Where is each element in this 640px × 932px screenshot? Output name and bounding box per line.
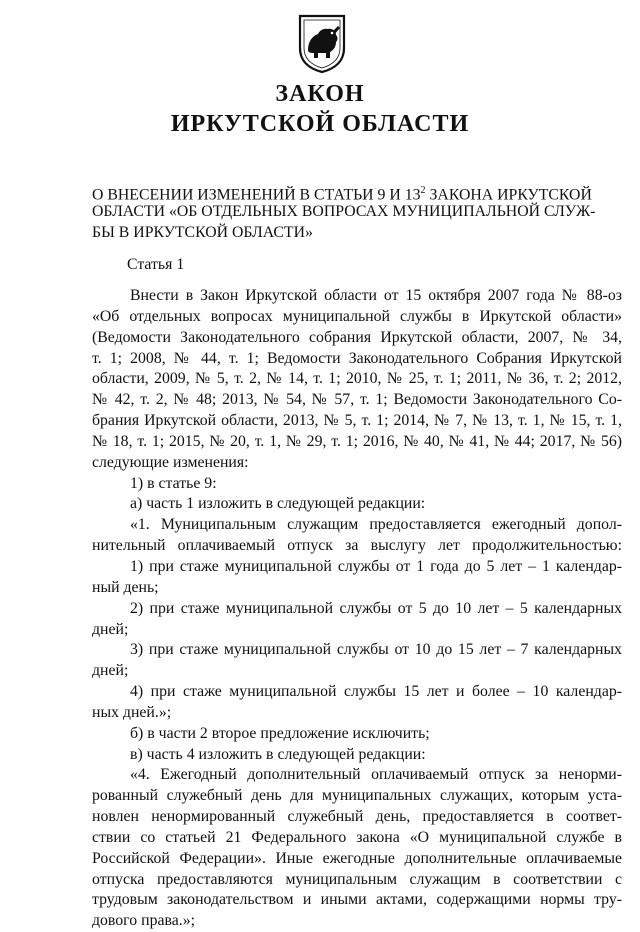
body-line: ных дней.»; (92, 703, 172, 721)
law-region: ИРКУТСКОЙ ОБЛАСТИ (170, 111, 470, 137)
body-line: № 42, т. 2, № 48; 2013, № 54, № 57, т. 1; Ведомости Законодательного Со- (92, 391, 622, 409)
body-line: нительный оплачиваемый отпуск за выслугу лет продолжительностью: (92, 537, 622, 555)
article-heading: Статья 1 (127, 256, 185, 273)
body-line: брания Иркутской области, 2013, № 5, т. 1; 2014, № 7, № 13, т. 1, № 15, т. 1, (92, 412, 622, 430)
body-line: а) часть 1 изложить в следующей редакции: (130, 495, 426, 513)
body-line: отпуска предоставляются муниципальным служащим в соответствии с (92, 870, 622, 888)
body-line: рованный служебный день для муниципальных служащих, которым уста- (92, 787, 622, 805)
body-line: ный день; (92, 578, 159, 596)
body-line: новлен ненормированный служебный день, предоставляется в соответ- (92, 808, 622, 826)
body-line: «1. Муниципальным служащим предоставляется ежегодный допол- (130, 516, 622, 534)
body-line: следующие изменения: (92, 453, 249, 471)
law-subject (92, 181, 616, 244)
body-line: трудовым законодательством и иными актами, содержащими нормы тру- (92, 891, 622, 909)
body-line: «Об отдельных вопросах муниципальной службы в Иркутской области» (92, 307, 622, 325)
body-line: Внести в Закон Иркутской области от 15 октября 2007 года № 88-оз (130, 287, 622, 304)
body-line: 1) в статье 9: (130, 474, 217, 492)
body-line: 1) при стаже муниципальной службы от 1 года до 5 лет – 1 календар- (130, 557, 622, 575)
subject-line: О ВНЕСЕНИИ ИЗМЕНЕНИЙ В СТАТЬИ 9 И $13^2$ ЗАКОНА ИРКУТСКОЙ (92, 185, 592, 204)
subject-line: ОБЛАСТИ «ОБ ОТДЕЛЬНЫХ ВОПРОСАХ МУНИЦИПАЛЬНОЙ СЛУЖ- (92, 202, 596, 220)
body-line: т. 1; 2008, № 44, т. 1; Ведомости Законодательного Собрания Иркутской (92, 349, 622, 367)
body-line: (Ведомости Законодательного собрания Иркутской области, 2007, № 34, (92, 328, 622, 346)
body-line: б) в части 2 второе предложение исключить; (130, 724, 430, 742)
body-line: дней; (92, 662, 129, 680)
coat-of-arms-icon (296, 12, 348, 74)
subject-line: БЫ В ИРКУТСКОЙ ОБЛАСТИ» (92, 223, 313, 241)
body-line: Российской Федерации». Иные ежегодные дополнительные оплачиваемые (92, 849, 622, 867)
body-line: № 18, т. 1; 2015, № 20, т. 1, № 29, т. 1; 2016, № 40, № 41, № 44; 2017, № 56) (92, 432, 622, 450)
law-title: ЗАКОН (275, 81, 365, 107)
body-line: дней; (92, 620, 129, 638)
body-line: 4) при стаже муниципальной службы 15 лет и более – 10 календар- (130, 683, 622, 701)
body-line: «4. Ежегодный дополнительный оплачиваемый отпуск за ненорми- (130, 766, 622, 784)
body-line: области, 2009, № 5, т. 2, № 14, т. 1; 2010, № 25, т. 1; 2011, № 36, т. 2; 2012, (92, 370, 622, 388)
body-line: ствии со статьей 21 Федерального закона «О муниципальной службе в (92, 828, 622, 846)
body-line: дового права.»; (92, 912, 195, 930)
body-line: 3) при стаже муниципальной службы от 10 до 15 лет – 7 календарных (130, 641, 622, 659)
article-body (92, 286, 622, 932)
body-line: 2) при стаже муниципальной службы от 5 до 10 лет – 5 календарных (130, 599, 622, 617)
body-line: в) часть 4 изложить в следующей редакции: (130, 745, 426, 763)
